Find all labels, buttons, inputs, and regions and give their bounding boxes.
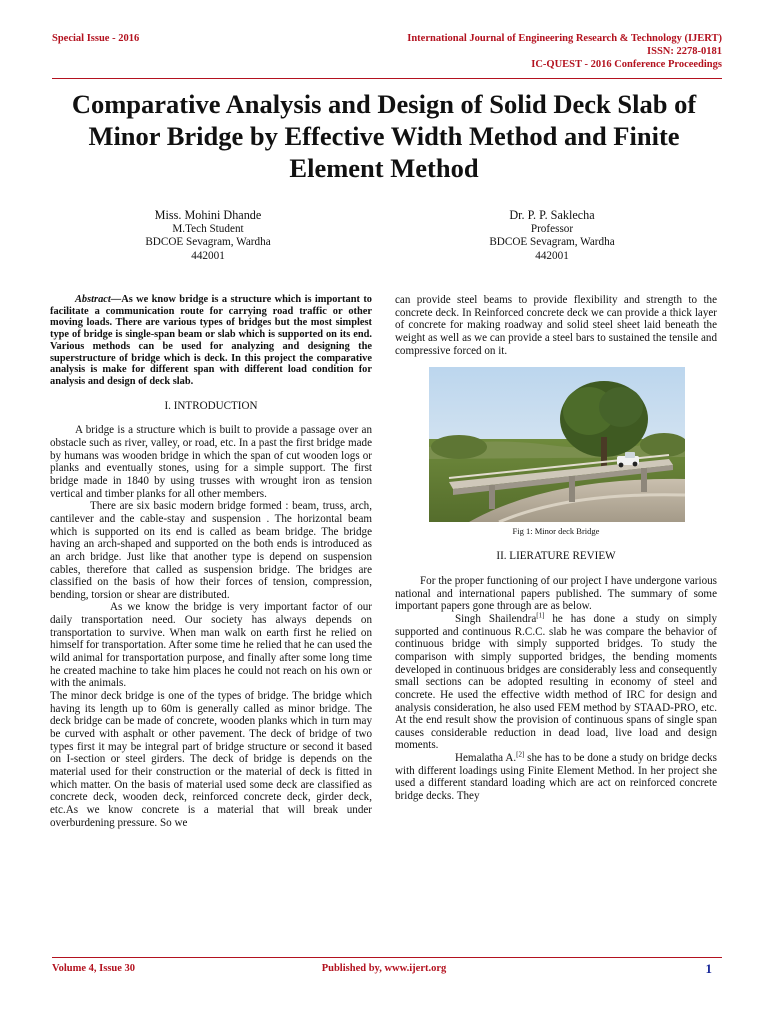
author-pin: 442001 [535, 249, 569, 262]
author-1 [118, 207, 298, 263]
paragraph: As we know the bridge is very important factor of our daily transportation need. Our society has always depends on transportation to survive. When man walk on earth first he relied on himself for transportation. After some time he relied that he can used the wild animal for transportation purpose, and finally after some long time he created machine to take him places he could not reach on his own or with the animals. [50, 601, 372, 690]
header-rule [52, 78, 722, 79]
reference-marker: [1] [536, 611, 545, 620]
page-number: 1 [705, 961, 712, 976]
author-affiliation: BDCOE Sevagram, Wardha [145, 236, 271, 249]
paragraph-text: he has done a study on simply supported and continuous R.C.C. slab he was compare the behavior of continuous bridge with simply supported bridges. To study the comparison with simply supported bridges, the bending moments developed in continuous bridges are considerably less and consequently small sections can be adopted resulting in economy of steel and concrete. He used the effective width method of IRC for design and analysis consideration, he also used FEM method by STAAD-PRO, etc. At the end result show the provision of continuous spans of single span causes considerable reduction in dead load, live load and design moments. [395, 612, 718, 752]
author-role: Professor [530, 223, 574, 235]
author-pin: 442001 [191, 249, 225, 262]
author-role: M.Tech Student [172, 223, 244, 235]
cited-author: Hemalatha A. [455, 752, 517, 765]
paragraph: can provide steel beams to provide flexibility and strength to the concrete deck. In Reinforced concrete deck we can provide a thick layer of concrete for making roadway and solid steel sheet laid beneath the weight as well as we can provide a steel bars to sustained the tensile and compressive forced on it. [395, 294, 717, 357]
paragraph: A bridge is a structure which is built to provide a passage over an obstacle such as river, valley, or road, etc. In a past the first bridge made by humans was wooden bridge in which the span of cut wooden logs or planks and eventually stones, using for a simple support. The first bridge made in 1840 by using trusses with wrought iron as tension vertical and timber planks for all other members. [50, 424, 372, 500]
header-left: Special Issue - 2016 [52, 33, 140, 44]
abstract [50, 294, 372, 388]
section-heading-introduction: I. INTRODUCTION [164, 399, 258, 412]
footer-volume: Volume 4, Issue 30 [52, 963, 136, 974]
paragraph [395, 613, 717, 752]
paragraph: There are six basic modern bridge formed : beam, truss, arch, cantilever and the cable-stay and suspension . The horizontal beam which is supported on its end is called as beam bridge. The bridge having an arch-shaped and supported on the both ends is introduced as an arch bridge. Just like that another type is depend on suspension cables, therefore that called as suspension bridge. The bridges are classified on the basis of how their forces of tension, compression, bending, torsion or shear are distributed. [50, 500, 372, 601]
cited-author: Singh Shailendra [455, 612, 537, 625]
right-column [395, 294, 717, 803]
proceedings: IC-QUEST - 2016 Conference Proceedings [531, 59, 722, 70]
paragraph-text: she has to be done a study on bridge decks with different loadings using Finite Element Method. In her project she used a different standard loading which are act on reinforced concrete bridge decks. They [395, 752, 717, 803]
journal-name: International Journal of Engineering Research & Technology (IJERT) [407, 33, 722, 44]
footer-publisher: Published by, www.ijert.org [321, 963, 447, 974]
bridge-photo [429, 367, 685, 522]
header-right [407, 32, 722, 71]
abstract-dash: — [110, 294, 122, 305]
figure-caption: Fig 1: Minor deck Bridge [512, 526, 600, 537]
footer-rule [52, 957, 722, 958]
section-heading-literature-review: II. LIERATURE REVIEW [496, 550, 616, 563]
bridge-photo-illustration [429, 367, 685, 522]
abstract-label: Abstract [75, 294, 111, 305]
paragraph [395, 752, 717, 803]
author-name: Dr. P. P. Saklecha [509, 208, 595, 222]
issn: ISSN: 2278-0181 [647, 46, 722, 57]
paragraph: For the proper functioning of our project I have undergone various national and international papers published. The summary of some important papers gone through are as below. [395, 574, 717, 613]
abstract-text: As we know bridge is a structure which is important to facilitate a communication route for carrying road traffic or other moving loads. There are various types of bridges but the most simplest type of bridge is single-span beam or slab which is supported on its end. Various methods can be used for analyzing and designing the superstructure of bridge which is deck. In this project the comparative analysis is make for different span with different load condition for analysis and design of deck slab. [50, 294, 372, 387]
left-column [50, 294, 372, 829]
author-name: Miss. Mohini Dhande [154, 208, 262, 222]
reference-marker: [2] [516, 750, 525, 759]
author-affiliation: BDCOE Sevagram, Wardha [489, 236, 615, 249]
paper-title: Comparative Analysis and Design of Solid Deck Slab of Minor Bridge by Effective Width Method and Finite Element Method [71, 89, 697, 183]
paragraph: The minor deck bridge is one of the types of bridge. The bridge which having its length up to 60m is generally called as minor bridge. The deck bridge can be made of concrete, wooden planks which in turn may be curved with asphalt or other pavement. The deck of bridge of two types first it may be integral part of bridge structure or second it based on I-section or steel girders. The deck of bridge is depends on the material used for their construction or the material of deck is fitted in which matter. On the basis of material used some deck are classified as concrete deck, wooden deck, reinforced concrete deck, girder deck, etc.As we know concrete is a material that will break under overburdening pressure. So we [50, 690, 372, 829]
author-2 [462, 207, 642, 263]
